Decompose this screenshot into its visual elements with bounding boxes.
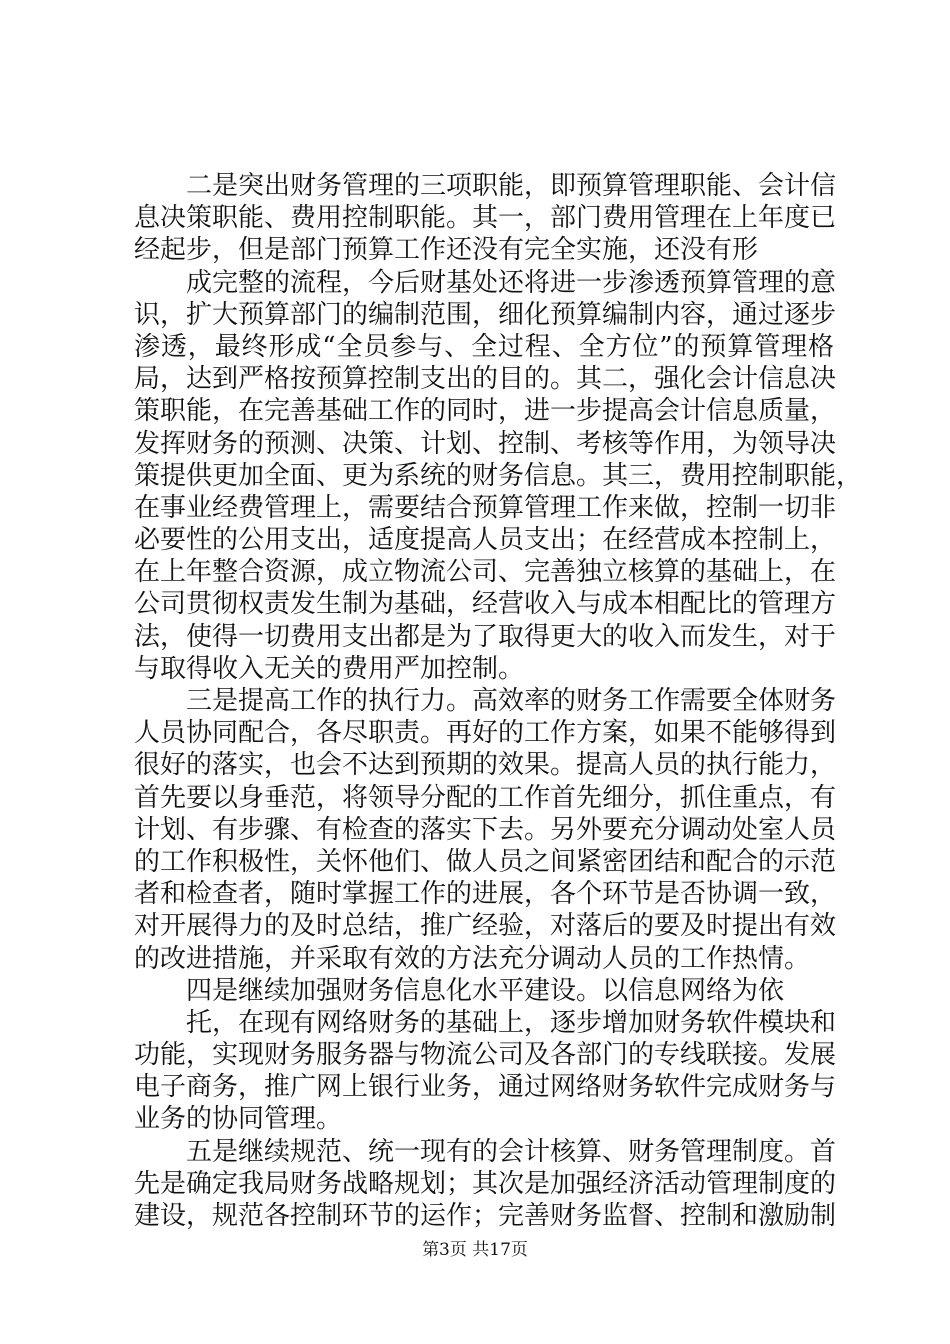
text-line: 局，达到严格按预算控制支出的目的。其二，强化会计信息决 xyxy=(134,364,837,395)
text-line: 发挥财务的预测、决策、计划、控制、考核等作用，为领导决 xyxy=(134,428,837,459)
text-line: 建设，规范各控制环节的运作；完善财务监督、控制和激励制 xyxy=(134,1201,837,1231)
text-line: 公司贯彻权责发生制为基础，经营收入与成本相配比的管理方 xyxy=(134,589,837,620)
text-line: 的改进措施，并采取有效的方法充分调动人员的工作热情。 xyxy=(134,943,811,974)
text-line: 托，在现有网络财务的基础上，逐步增加财务软件模块和 xyxy=(186,1007,837,1038)
text-line: 策职能，在完善基础工作的同时，进一步提高会计信息质量， xyxy=(134,396,837,427)
paragraph xyxy=(134,170,837,267)
text-line: 对开展得力的及时总结，推广经验，对落后的要及时提出有效 xyxy=(134,911,837,942)
text-line: 三是提高工作的执行力。高效率的财务工作需要全体财务 xyxy=(186,686,837,716)
text-line: 功能，实现财务服务器与物流公司及各部门的专线联接。发展 xyxy=(134,1040,837,1071)
text-line: 与取得收入无关的费用严加控制。 xyxy=(134,653,525,684)
text-line: 首先要以身垂范，将领导分配的工作首先细分，抓住重点，有 xyxy=(134,782,837,813)
text-line: 先是确定我局财务战略规划；其次是加强经济活动管理制度的 xyxy=(134,1168,837,1199)
text-line: 五是继续规范、统一现有的会计核算、财务管理制度。首 xyxy=(186,1136,837,1167)
text-line: 人员协同配合，各尽职责。再好的工作方案，如果不能够得到 xyxy=(134,718,837,749)
text-line: 渗透，最终形成“全员参与、全过程、全方位”的预算管理格 xyxy=(134,331,834,362)
text-line: 很好的落实，也会不达到预期的效果。提高人员的执行能力， xyxy=(134,750,837,781)
text-line: 二是突出财务管理的三项职能，即预算管理职能、会计信 xyxy=(186,171,837,201)
text-line: 计划、有步骤、有检查的落实下去。另外要充分调动处室人员 xyxy=(134,814,837,845)
text-line: 的工作积极性，关怀他们、做人员之间紧密团结和配合的示范 xyxy=(134,846,837,877)
text-line: 者和检查者，随时掌握工作的进展，各个环节是否协调一致， xyxy=(134,879,837,910)
text-line: 成完整的流程，今后财基处还将进一步渗透预算管理的意 xyxy=(186,267,837,298)
text-line: 在事业经费管理上，需要结合预算管理工作来做，控制一切非 xyxy=(134,492,837,523)
paragraph xyxy=(134,1007,837,1136)
paragraph xyxy=(134,1136,837,1233)
text-line: 经起步，但是部门预算工作还没有完全实施，还没有形 xyxy=(134,235,759,266)
paragraph xyxy=(134,685,837,975)
text-line: 策提供更加全面、更为系统的财务信息。其三，费用控制职能， xyxy=(134,460,863,491)
text-line: 电子商务，推广网上银行业务，通过网络财务软件完成财务与 xyxy=(134,1072,837,1103)
text-line: 在上年整合资源，成立物流公司、完善独立核算的基础上，在 xyxy=(134,557,837,588)
text-line: 必要性的公用支出，适度提高人员支出；在经营成本控制上， xyxy=(134,525,837,556)
paragraph xyxy=(134,975,834,1007)
text-line: 四是继续加强财务信息化水平建设。以信息网络为依 xyxy=(186,975,785,1006)
text-line: 法，使得一切费用支出都是为了取得更大的收入而发生，对于 xyxy=(134,621,837,652)
paragraph xyxy=(134,267,863,685)
text-line: 识，扩大预算部门的编制范围，细化预算编制内容，通过逐步 xyxy=(134,299,837,330)
page-number-footer: 第3页 共17页 xyxy=(422,1240,528,1260)
text-line: 业务的协同管理。 xyxy=(134,1104,343,1135)
text-line: 息决策职能、费用控制职能。其一，部门费用管理在上年度已 xyxy=(134,203,837,234)
document-body xyxy=(134,170,863,1232)
